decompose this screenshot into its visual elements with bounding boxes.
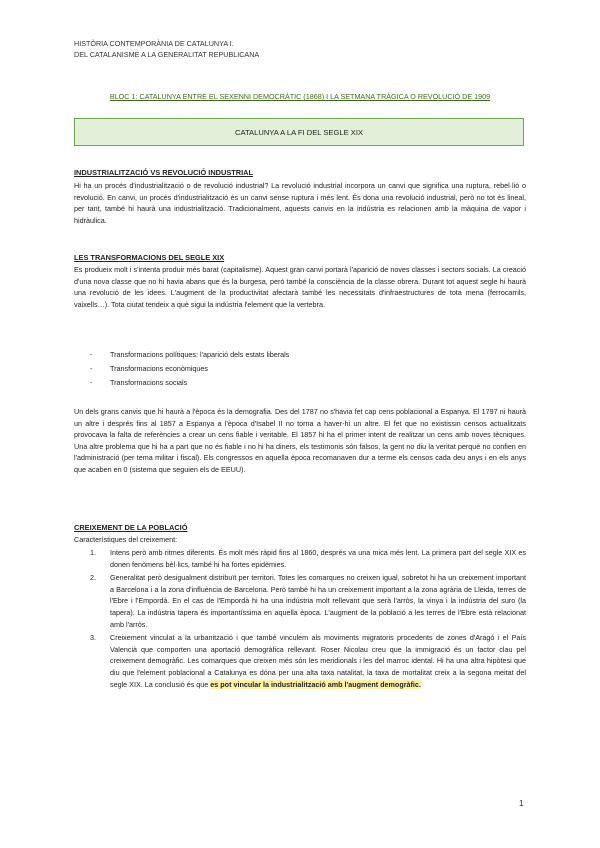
heading-industrialitzacio: INDUSTRIALITZACIÓ VS REVOLUCIÓ INDUSTRIAL	[74, 168, 254, 177]
item-text: Creixement vinculat a la urbanització i que també vinculem als moviments migratoris procedents de zones d'Aragó i el País Valencià que comporten una aportació demogràfica rellevant. Roser Nicolau creu que la immigració és un factor clau pel creixement demogràfic. Les comarques que creixen més són les meridionals i les del marroc idental. Hi ha una altra hipòtesi que diu que l'element poblacional a Catalunya es dóna per una alta taxa natalitat, la taxa de mortalitat creix a la segona meitat del segle XIX. La conclusió és que	[110, 633, 526, 689]
heading-creixement: CREIXEMENT DE LA POBLACIÓ	[74, 523, 188, 532]
numbered-item-3	[90, 632, 526, 690]
bloc-title: BLOC 1: CATALUNYA ENTRE EL SEXENNI DEMOCRÀTIC (1868) I LA SETMANA TRÀGICA O REVOLUCIÓ DE 1909	[109, 92, 491, 101]
characteristics-list	[90, 547, 526, 692]
document-header	[74, 38, 259, 60]
transformations-list	[90, 348, 289, 390]
page-number: 1	[519, 799, 524, 808]
paragraph-demografia: Un dels grans canvis que hi haurà a l'època és la demografia. Des del 1787 no s'havia fet cap cens poblacional a Espanya. El 1797 ni haurà un altre i després fins al 1857 a Espanya a l'època d'Isabel II no torna a haver-hi un altre. El fet que no existissin censos actualitzats provocava la falta de referències a crear un cens fiable i veritable. El 1857 hi ha el primer intent de realitzar un cens amb noves tècniques. Una altre problema que hi ha a part que no és fiable i no hi ha diners, els testimonis són falsos, la gent no diu la veritat perquè no confien en l'administració (per tema militar i fiscal). Els congressos en aquella època recomanaven dur a terme els censos cada deu anys i en els anys que acaben en 0 (sistema que seguien els de EEUU).	[74, 407, 526, 474]
item-text: Intens però amb ritmes diferents. És molt més ràpid fins al 1860, després va una mica més lent. La primera part del segle XIX es donen fenòmens bèl·lics, també hi ha fortes epidèmies.	[110, 548, 526, 569]
paragraph-industrialitzacio: Hi ha un procés d'industrialització o de revolució industrial? La revolució industrial incorpora un canvi que significa una ruptura, rebel·lió o revolució. En canvi, un procés d'industrialització és un canvi sense ruptura i més lent. És dona una revolució industrial, però no tot és lineal, per tant, també hi haurà una industrialització. Tradicionalment, aquests canvis en la indústria es relacionen amb la màquina de vapor i hidràulica.	[74, 181, 526, 225]
item-number: 3.	[90, 633, 96, 643]
numbered-item-2	[90, 572, 526, 630]
item-number: 2.	[90, 573, 96, 583]
section-title-box	[74, 118, 524, 146]
paragraph-transformacions: Es produeix molt i s'intenta produir més barat (capitalisme). Aquest gran canvi portarà l'aparició de noves classes i sectors socials. La creació d'una nova classe que no hi havia abans que és la burgesa, però també la consciència de la classe obrera. Durant tot aquest segle hi haurà una revolució de les idees. L'augment de la productivitat afectarà també les necessitats d'infraestructures de tota mena (ferrocarrils, vaixells…). Tota ciutat tendeix a què sigui la indústria l'element que la vertebra.	[74, 265, 526, 309]
highlighted-conclusion: es pot vincular la industrialització amb l'augment demogràfic.	[210, 679, 421, 689]
list-item: - Transformacions polítiques: l'aparició dels estats liberals	[90, 350, 290, 359]
list-item: - Transformacions econòmiques	[90, 364, 209, 373]
list-item: - Transformacions socials	[90, 378, 188, 387]
header-line-2: DEL CATALANISME A LA GENERALITAT REPUBLICANA	[74, 50, 260, 59]
section-title: CATALUNYA A LA FI DEL SEGLE XIX	[234, 127, 364, 137]
item-text: Generalitat però desigualment distribuït per territori. Totes les comarques no creixen igual, sobretot hi ha un creixement important a Barcelona i a la zona d'influència de Barcelona. Però també hi ha un creixement important a la zona agrària de Lleida, terres de l'Ebre i l'Empordà. En el cas de l'Empordà hi ha una indústria molt rellevant que serà l'arròs, la vinya i la indústria del suro (la tapera). La indústria tapera és importantíssima en aquella època. L'augment de la població a les terres de l'Ebre està relacionat amb l'arròs.	[110, 573, 526, 629]
header-line-1: HISTÒRIA CONTEMPORÀNIA DE CATALUNYA I.	[74, 39, 234, 48]
subheading-caracteristiques: Característiques del creixement:	[74, 535, 178, 544]
item-number: 1.	[90, 548, 96, 557]
numbered-item-1	[90, 547, 526, 570]
heading-transformacions: LES TRANSFORMACIONS DEL SEGLE XIX	[74, 253, 225, 262]
